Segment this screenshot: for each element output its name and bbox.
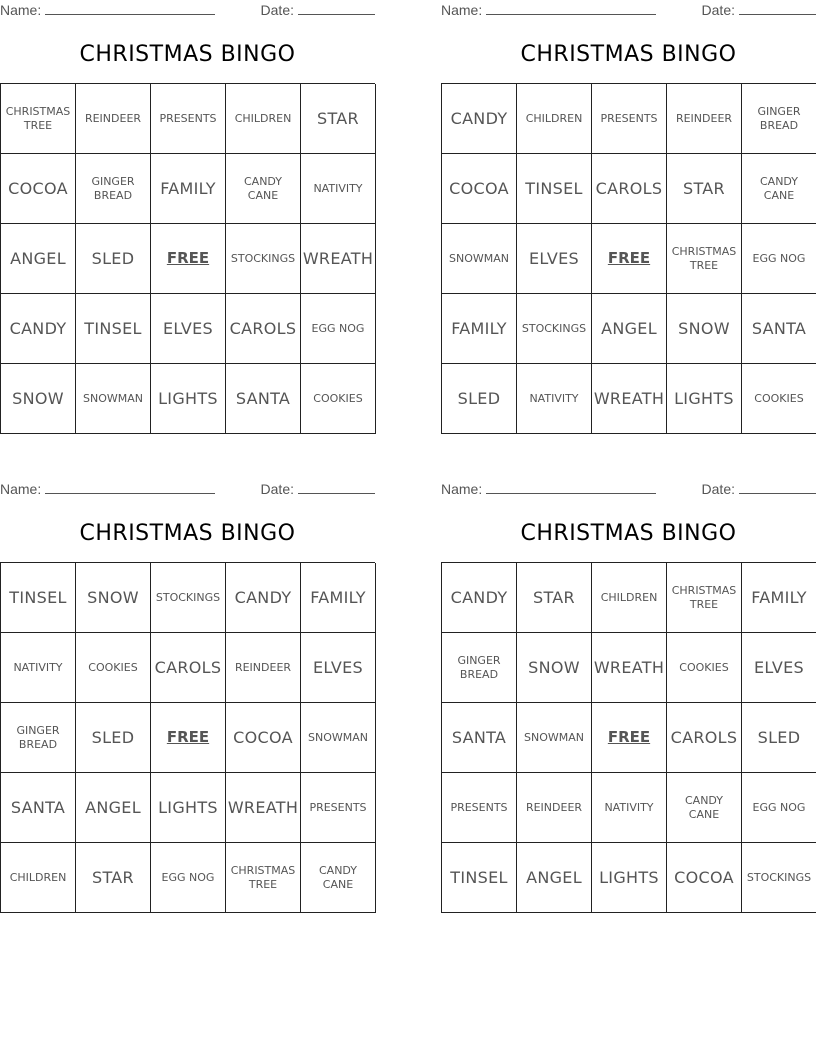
bingo-cell[interactable]: CANDY	[442, 84, 517, 154]
bingo-grid	[0, 83, 375, 434]
date-field[interactable]	[261, 2, 375, 18]
bingo-cell[interactable]: PRESENTS	[442, 773, 517, 843]
free-space-cell[interactable]: FREE	[592, 224, 667, 294]
bingo-cell[interactable]: STAR	[301, 84, 376, 154]
name-field[interactable]	[0, 2, 215, 18]
bingo-cell[interactable]: COCOA	[226, 703, 301, 773]
bingo-cell[interactable]: GINGER BREAD	[76, 154, 151, 224]
name-line	[486, 2, 656, 15]
date-line	[298, 2, 375, 15]
bingo-cell[interactable]: SLED	[76, 703, 151, 773]
bingo-cell[interactable]: CHILDREN	[1, 843, 76, 913]
bingo-grid	[441, 562, 816, 913]
bingo-cell[interactable]: SNOWMAN	[301, 703, 376, 773]
bingo-cell[interactable]: STAR	[667, 154, 742, 224]
bingo-cell[interactable]: SNOW	[76, 563, 151, 633]
bingo-cell[interactable]: FAMILY	[301, 563, 376, 633]
bingo-cell[interactable]: SANTA	[442, 703, 517, 773]
bingo-cell[interactable]: CAROLS	[667, 703, 742, 773]
bingo-cell[interactable]: CHRISTMAS TREE	[667, 224, 742, 294]
name-line	[45, 481, 215, 494]
bingo-cell[interactable]: NATIVITY	[592, 773, 667, 843]
bingo-cell[interactable]: CAROLS	[592, 154, 667, 224]
bingo-cell[interactable]: GINGER BREAD	[742, 84, 816, 154]
bingo-cell[interactable]: SANTA	[1, 773, 76, 843]
name-field[interactable]	[441, 2, 656, 18]
bingo-cell[interactable]: SNOW	[1, 364, 76, 434]
bingo-cell[interactable]: REINDEER	[226, 633, 301, 703]
date-label: Date:	[260, 2, 294, 18]
card-title: CHRISTMAS BINGO	[520, 521, 737, 546]
card-title: CHRISTMAS BINGO	[79, 42, 296, 67]
bingo-cell[interactable]: FAMILY	[442, 294, 517, 364]
bingo-cell[interactable]: CANDY CANE	[667, 773, 742, 843]
bingo-cell[interactable]: WREATH	[301, 224, 376, 294]
name-label: Name:	[441, 2, 483, 18]
bingo-cell[interactable]: STOCKINGS	[226, 224, 301, 294]
card-title: CHRISTMAS BINGO	[79, 521, 296, 546]
bingo-cell[interactable]: LIGHTS	[151, 364, 226, 434]
bingo-cell[interactable]: WREATH	[226, 773, 301, 843]
bingo-cell[interactable]: SNOWMAN	[517, 703, 592, 773]
bingo-cell[interactable]: CHRISTMAS TREE	[1, 84, 76, 154]
bingo-cell[interactable]: COCOA	[1, 154, 76, 224]
bingo-cell[interactable]: EGG NOG	[301, 294, 376, 364]
free-space-cell[interactable]: FREE	[151, 703, 226, 773]
bingo-cell[interactable]: ELVES	[301, 633, 376, 703]
name-label: Name:	[0, 481, 42, 497]
name-date-row	[0, 0, 375, 20]
bingo-cell[interactable]: CAROLS	[151, 633, 226, 703]
free-space-cell[interactable]: FREE	[151, 224, 226, 294]
bingo-cell[interactable]: SANTA	[742, 294, 816, 364]
bingo-cell[interactable]: COCOA	[667, 843, 742, 913]
bingo-cell[interactable]: EGG NOG	[742, 224, 816, 294]
bingo-cell[interactable]: SNOWMAN	[442, 224, 517, 294]
bingo-cell[interactable]: ANGEL	[517, 843, 592, 913]
bingo-cell[interactable]: CHRISTMAS TREE	[667, 563, 742, 633]
bingo-cell[interactable]: CANDY CANE	[226, 154, 301, 224]
date-label: Date:	[701, 481, 735, 497]
bingo-cell[interactable]: CANDY CANE	[742, 154, 816, 224]
bingo-cell[interactable]: EGG NOG	[742, 773, 816, 843]
bingo-cell[interactable]: WREATH	[592, 364, 667, 434]
bingo-cell[interactable]: GINGER BREAD	[1, 703, 76, 773]
bingo-cell[interactable]: GINGER BREAD	[442, 633, 517, 703]
bingo-cell[interactable]: CANDY	[442, 563, 517, 633]
bingo-cell[interactable]: CANDY CANE	[301, 843, 376, 913]
bingo-cell[interactable]: ANGEL	[592, 294, 667, 364]
bingo-cell[interactable]: CANDY	[1, 294, 76, 364]
bingo-cell[interactable]: CHILDREN	[226, 84, 301, 154]
bingo-cell[interactable]: CHILDREN	[592, 563, 667, 633]
bingo-cell[interactable]: SNOW	[667, 294, 742, 364]
bingo-cell[interactable]: STOCKINGS	[742, 843, 816, 913]
bingo-cell[interactable]: REINDEER	[667, 84, 742, 154]
bingo-cell[interactable]: COOKIES	[76, 633, 151, 703]
bingo-cell[interactable]: COOKIES	[742, 364, 816, 434]
bingo-cell[interactable]: NATIVITY	[1, 633, 76, 703]
name-field[interactable]	[441, 481, 656, 497]
name-field[interactable]	[0, 481, 215, 497]
date-field[interactable]	[702, 481, 816, 497]
name-date-row	[441, 479, 816, 499]
bingo-cell[interactable]: REINDEER	[76, 84, 151, 154]
bingo-grid	[441, 83, 816, 434]
bingo-cell[interactable]: SLED	[742, 703, 816, 773]
date-field[interactable]	[261, 481, 375, 497]
bingo-cell[interactable]: TINSEL	[442, 843, 517, 913]
bingo-cell[interactable]: STOCKINGS	[517, 294, 592, 364]
bingo-cell[interactable]: SLED	[76, 224, 151, 294]
free-space-cell[interactable]: FREE	[592, 703, 667, 773]
name-date-row	[441, 0, 816, 20]
bingo-cell[interactable]: SNOWMAN	[76, 364, 151, 434]
bingo-cell[interactable]: CHILDREN	[517, 84, 592, 154]
date-label: Date:	[701, 2, 735, 18]
bingo-cell[interactable]: STAR	[76, 843, 151, 913]
bingo-cell[interactable]: WREATH	[592, 633, 667, 703]
card-title: CHRISTMAS BINGO	[520, 42, 737, 67]
bingo-cell[interactable]: COOKIES	[301, 364, 376, 434]
bingo-cell[interactable]: FAMILY	[151, 154, 226, 224]
bingo-cell[interactable]: PRESENTS	[592, 84, 667, 154]
bingo-cell[interactable]: CHRISTMAS TREE	[226, 843, 301, 913]
date-line	[739, 481, 816, 494]
bingo-grid	[0, 562, 375, 913]
name-date-row	[0, 479, 375, 499]
bingo-cell[interactable]: PRESENTS	[151, 84, 226, 154]
bingo-cell[interactable]: STOCKINGS	[151, 563, 226, 633]
bingo-cell[interactable]: COOKIES	[667, 633, 742, 703]
date-line	[298, 481, 375, 494]
bingo-cell[interactable]: LIGHTS	[151, 773, 226, 843]
bingo-cell[interactable]: ANGEL	[1, 224, 76, 294]
name-label: Name:	[441, 481, 483, 497]
bingo-cell[interactable]: NATIVITY	[517, 364, 592, 434]
bingo-cell[interactable]: TINSEL	[76, 294, 151, 364]
bingo-cell[interactable]: SLED	[442, 364, 517, 434]
date-field[interactable]	[702, 2, 816, 18]
bingo-cell[interactable]: ELVES	[151, 294, 226, 364]
bingo-cell[interactable]: CAROLS	[226, 294, 301, 364]
bingo-cell[interactable]: NATIVITY	[301, 154, 376, 224]
bingo-cell[interactable]: LIGHTS	[667, 364, 742, 434]
bingo-cell[interactable]: ANGEL	[76, 773, 151, 843]
name-line	[486, 481, 656, 494]
bingo-cell[interactable]: SNOW	[517, 633, 592, 703]
bingo-cell[interactable]: CANDY	[226, 563, 301, 633]
bingo-cell[interactable]: FAMILY	[742, 563, 816, 633]
bingo-cell[interactable]: PRESENTS	[301, 773, 376, 843]
name-line	[45, 2, 215, 15]
bingo-cell[interactable]: TINSEL	[1, 563, 76, 633]
name-label: Name:	[0, 2, 42, 18]
date-line	[739, 2, 816, 15]
bingo-cell[interactable]: STAR	[517, 563, 592, 633]
bingo-cell[interactable]: REINDEER	[517, 773, 592, 843]
bingo-cell[interactable]: SANTA	[226, 364, 301, 434]
bingo-cell[interactable]: LIGHTS	[592, 843, 667, 913]
bingo-cell[interactable]: ELVES	[742, 633, 816, 703]
bingo-cell[interactable]: EGG NOG	[151, 843, 226, 913]
bingo-cell[interactable]: COCOA	[442, 154, 517, 224]
bingo-cell[interactable]: TINSEL	[517, 154, 592, 224]
bingo-cell[interactable]: ELVES	[517, 224, 592, 294]
date-label: Date:	[260, 481, 294, 497]
